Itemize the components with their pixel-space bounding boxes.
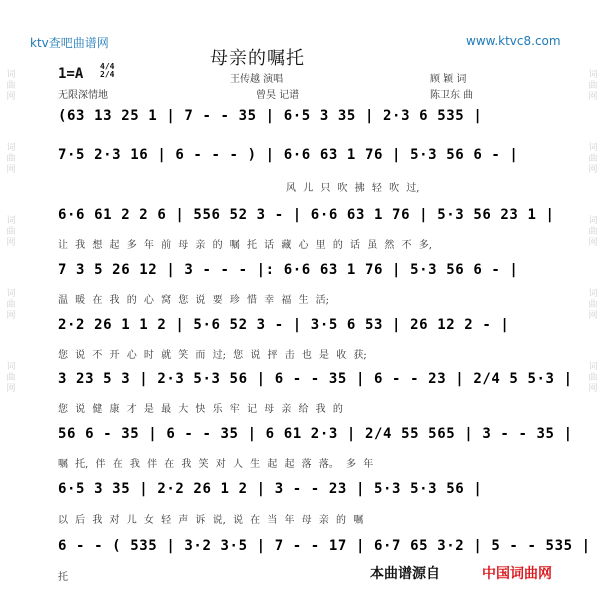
lyric-line-6: 您 说 健 康 才 是 最 大 快 乐 牢 记 母 亲 给 我 的: [58, 404, 343, 415]
singer-credit: 王传越 演唱: [230, 74, 284, 85]
site-logo-left: ktv查吧曲谱网: [30, 36, 109, 50]
composer-credit: 陈卫东 曲: [430, 90, 474, 101]
lyric-line-5: 您 说 不 开 心 时 就 笑 而 过; 您 说 抨 击 也 是 收 获;: [58, 350, 367, 361]
lyric-line-3: 让 我 想 起 多 年 前 母 亲 的 嘱 托 话 藏 心 里 的 话 虽 然 不 多,: [58, 240, 432, 251]
site-url-right: www.ktvc8.com: [466, 34, 561, 48]
lyric-line-7: 嘱 托, 伴 在 我 伴 在 我 笑 对 人 生 起 起 落 落。 多 年: [58, 459, 374, 470]
source-prefix: 本曲谱源自: [370, 566, 440, 582]
time-signature-alt: 2/4: [100, 70, 115, 79]
lyricist-credit: 顾 颖 词: [430, 74, 467, 85]
time-signature: [100, 63, 114, 79]
lyric-line-2: 风 儿 只 吹 拂 轻 吹 过,: [286, 183, 420, 194]
key-signature: 1=A: [58, 66, 84, 82]
staff-line-5: 2·2 26 1 1 2 | 5·6 52 3 - | 3·5 6 53 | 26 12 2 - |: [58, 317, 510, 333]
watermark-left: 词 曲 网 词 曲 网 词 曲 网 词 曲 网 词 曲 网: [6, 70, 16, 394]
transcriber-credit: 曾昊 记谱: [256, 90, 300, 101]
staff-line-3: 6·6 61 2 2 6 | 556 52 3 - | 6·6 63 1 76 | 5·3 56 23 1 |: [58, 207, 555, 223]
staff-line-4: 7 3 5 26 12 | 3 - - - |: 6·6 63 1 76 | 5·3 56 6 - |: [58, 262, 519, 278]
watermark-right: 词 曲 网 词 曲 网 词 曲 网 词 曲 网 词 曲 网: [588, 70, 598, 394]
time-signature-primary: 4/4: [100, 62, 115, 71]
lyric-line-8: 以 后 我 对 儿 女 轻 声 诉 说, 说 在 当 年 母 亲 的 嘱: [58, 515, 364, 526]
staff-line-6: 3 23 5 3 | 2·3 5·3 56 | 6 - - 35 | 6 - - 23 | 2/4 5 5·3 |: [58, 371, 573, 387]
staff-line-1: (63 13 25 1 | 7 - - 35 | 6·5 3 35 | 2·3 6 535 |: [58, 108, 483, 124]
lyric-line-4: 温 暖 在 我 的 心 窝 您 说 要 珍 惜 幸 福 生 活;: [58, 295, 330, 306]
staff-line-9: 6 - - ( 535 | 3·2 3·5 | 7 - - 17 | 6·7 65 3·2 | 5 - - 535 |: [58, 538, 591, 554]
tempo-marking: 无限深情地: [58, 90, 108, 101]
staff-line-2: 7·5 2·3 16 | 6 - - - ) | 6·6 63 1 76 | 5·3 56 6 - |: [58, 147, 519, 163]
staff-line-8: 6·5 3 35 | 2·2 26 1 2 | 3 - - 23 | 5·3 5·3 56 |: [58, 481, 483, 497]
staff-line-7: 56 6 - 35 | 6 - - 35 | 6 61 2·3 | 2/4 55 565 | 3 - - 35 |: [58, 426, 573, 442]
lyric-line-9: 托: [58, 572, 68, 583]
source-site-link[interactable]: 中国词曲网: [482, 566, 552, 582]
song-title: 母亲的嘱托: [210, 48, 305, 69]
